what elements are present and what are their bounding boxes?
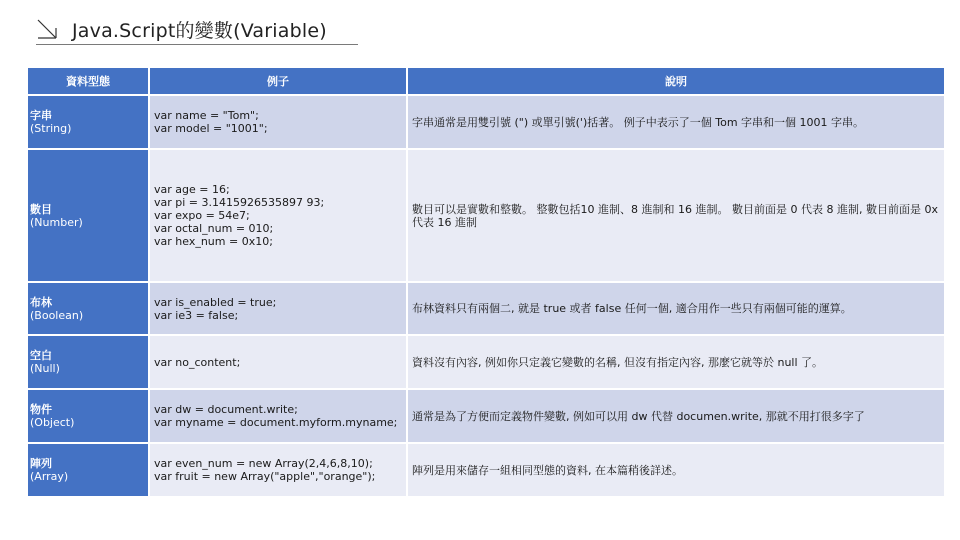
- example-line: var ie3 = false;: [154, 308, 239, 322]
- example-line: var even_num = new Array(2,4,6,8,10);: [154, 457, 373, 470]
- table-row: [28, 283, 944, 334]
- type-name: 數目: [30, 202, 52, 216]
- example-line: var name = "Tom";: [154, 109, 259, 122]
- header-example: 例子: [150, 68, 406, 94]
- header-type: 資料型態: [28, 68, 148, 94]
- table-row: [28, 336, 944, 388]
- table-header-row: [28, 68, 944, 94]
- description-cell: 資料沒有內容, 例如你只定義它變數的名稱, 但沒有指定內容, 那麼它就等於 null 了。: [408, 336, 944, 388]
- type-name: 空白: [30, 349, 52, 362]
- type-cell: [28, 390, 148, 442]
- type-cell: [28, 444, 148, 496]
- description-cell: 字串通常是用雙引號 (") 或單引號(')括著。 例子中表示了一個 Tom 字串和一個 1001 字串。: [408, 96, 944, 148]
- example-line: var hex_num = 0x10;: [154, 235, 273, 248]
- type-english: (Boolean): [30, 308, 84, 322]
- diagonal-arrow-icon: [36, 18, 58, 40]
- slide-title: [36, 14, 327, 44]
- type-cell: [28, 283, 148, 334]
- description-cell: 數目可以是實數和整數。 整數包括10 進制、8 進制和 16 進制。 數目前面是 0 代表 8 進制, 數目前面是 0x 代表 16 進制: [408, 150, 944, 281]
- example-line: var fruit = new Array("apple","orange");: [154, 470, 376, 483]
- description-cell: 陣列是用來儲存一組相同型態的資料, 在本篇稍後詳述。: [408, 444, 944, 496]
- table-row: [28, 390, 944, 442]
- header-description: 說明: [408, 68, 944, 94]
- example-cell: [150, 336, 406, 388]
- example-line: var expo = 54e7;: [154, 209, 250, 222]
- table-row: [28, 150, 944, 281]
- type-name: 字串: [30, 109, 52, 122]
- example-line: var myname = document.myform.myname;: [154, 416, 398, 429]
- example-line: var model = "1001";: [154, 122, 268, 135]
- type-name: 陣列: [30, 457, 52, 470]
- type-cell: [28, 150, 148, 281]
- example-line: var pi = 3.1415926535897 93;: [154, 196, 325, 209]
- example-cell: [150, 283, 406, 334]
- description-cell: 通常是為了方便而定義物件變數, 例如可以用 dw 代替 documen.write, 那就不用打很多字了: [408, 390, 944, 442]
- type-name: 布林: [30, 295, 52, 309]
- type-english: (Array): [30, 470, 69, 483]
- table-row: [28, 444, 944, 496]
- example-line: var dw = document.write;: [154, 403, 298, 416]
- example-line: var is_enabled = true;: [154, 295, 277, 309]
- description-cell: 布林資料只有兩個⼆, 就是 true 或者 false 任何一個, 適合用作一些只有兩個可能的運算。: [408, 283, 944, 334]
- example-cell: [150, 96, 406, 148]
- example-line: var age = 16;: [154, 183, 230, 196]
- type-english: (Object): [30, 416, 75, 429]
- page-title: Java.Script的變數(Variable): [72, 19, 327, 42]
- table-row: [28, 96, 944, 148]
- data-types-table: [26, 66, 946, 498]
- type-english: (Null): [30, 362, 60, 375]
- type-english: (Number): [30, 215, 83, 229]
- example-cell: [150, 444, 406, 496]
- example-line: var octal_num = 010;: [154, 222, 274, 235]
- type-name: 物件: [30, 403, 52, 416]
- example-cell: [150, 390, 406, 442]
- example-line: var no_content;: [154, 355, 241, 369]
- example-cell: [150, 150, 406, 281]
- type-english: (String): [30, 122, 72, 135]
- type-cell: [28, 336, 148, 388]
- title-underline: [36, 44, 358, 45]
- type-cell: [28, 96, 148, 148]
